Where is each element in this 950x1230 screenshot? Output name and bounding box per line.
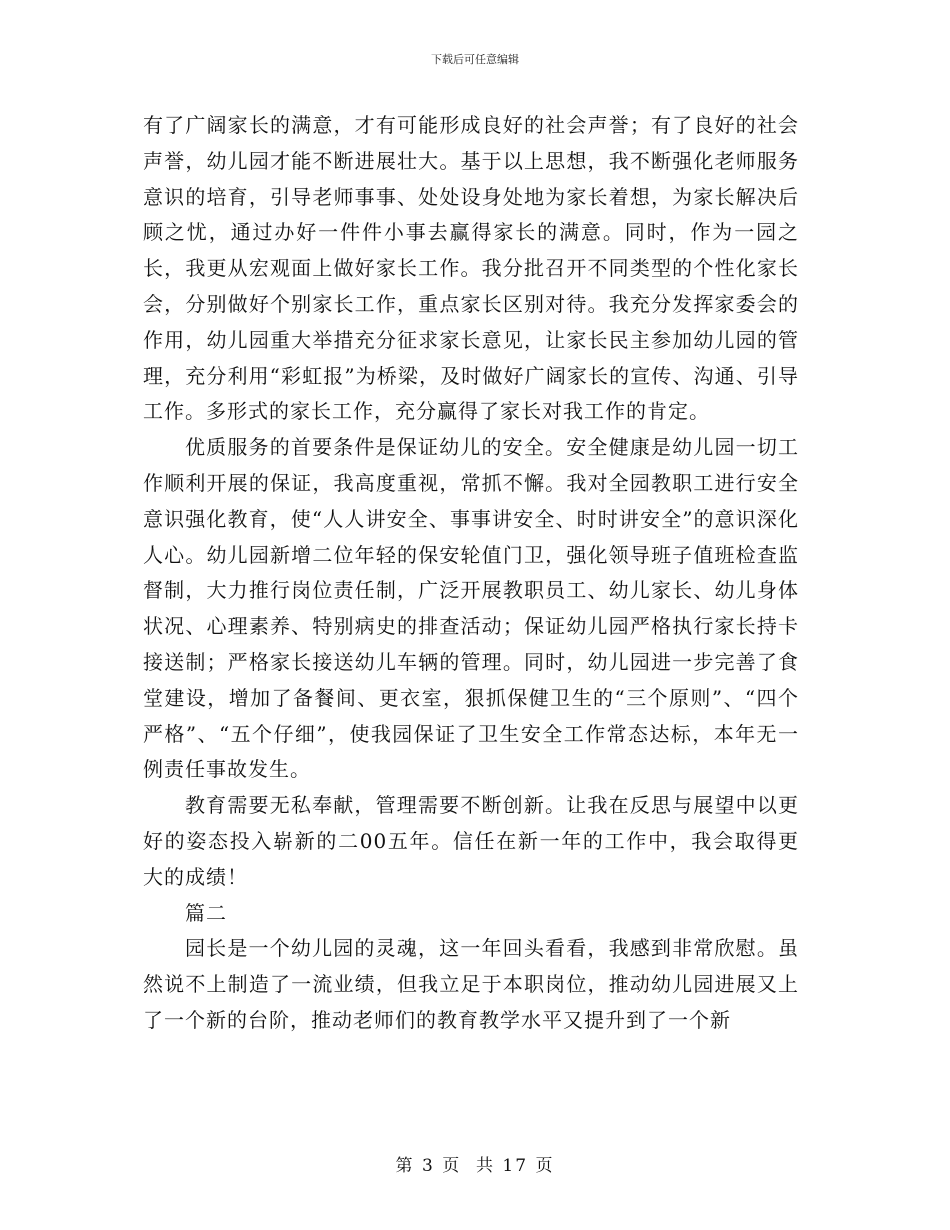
document-body [143, 108, 799, 1039]
footer-middle: 页 共 [442, 1156, 495, 1176]
footer-current-page: 3 [421, 1156, 435, 1176]
page-footer [0, 1155, 950, 1177]
paragraph-3: 教育需要无私奉献，管理需要不断创新。让我在反思与展望中以更好的姿态投入崭新的二00五年。信任在新一年的工作中，我会取得更大的成绩！ [143, 793, 799, 889]
page-header: 下载后可任意编辑 [431, 53, 519, 66]
footer-suffix: 页 [535, 1156, 555, 1176]
paragraph-4: 园长是一个幼儿园的灵魂，这一年回头看看，我感到非常欣慰。虽然说不上制造了一流业绩，但我立足于本职岗位，推动幼儿园进展又上了一个新的台阶，推动老师们的教育教学水平又提升到了一个新 [143, 936, 799, 1032]
section-heading: 篇二 [185, 900, 227, 925]
footer-prefix: 第 [395, 1156, 415, 1176]
paragraph-2: 优质服务的首要条件是保证幼儿的安全。安全健康是幼儿园一切工作顺利开展的保证，我高度重视，常抓不懈。我对全园教职工进行安全意识强化教育，使“人人讲安全、事事讲安全、时时讲安全”的意识深化人心。幼儿园新增二位年轻的保安轮值门卫，强化领导班子值班检查监督制，大力推行岗位责任制，广泛开展教职员工、幼儿家长、幼儿身体状况、心理素养、特别病史的排查活动；保证幼儿园严格执行家长持卡接送制；严格家长接送幼儿车辆的管理。同时，幼儿园进一步完善了食堂建设，增加了备餐间、更衣室，狠抓保健卫生的“三个原则”、“四个严格”、“五个仔细”，使我园保证了卫生安全工作常态达标，本年无一例责任事故发生。 [143, 435, 799, 782]
paragraph-1: 有了广阔家长的满意，才有可能形成良好的社会声誉；有了良好的社会声誉，幼儿园才能不断进展壮大。基于以上思想，我不断强化老师服务意识的培育，引导老师事事、处处设身处地为家长着想，为家长解决后顾之忧，通过办好一件件小事去赢得家长的满意。同时，作为一园之长，我更从宏观面上做好家长工作。我分批召开不同类型的个性化家长会，分别做好个别家长工作，重点家长区别对待。我充分发挥家委会的作用，幼儿园重大举措充分征求家长意见，让家长民主参加幼儿园的管理，充分利用“彩虹报”为桥梁，及时做好广阔家长的宣传、沟通、引导工作。多形式的家长工作，充分赢得了家长对我工作的肯定。 [143, 113, 799, 424]
footer-total-pages: 17 [502, 1156, 529, 1176]
